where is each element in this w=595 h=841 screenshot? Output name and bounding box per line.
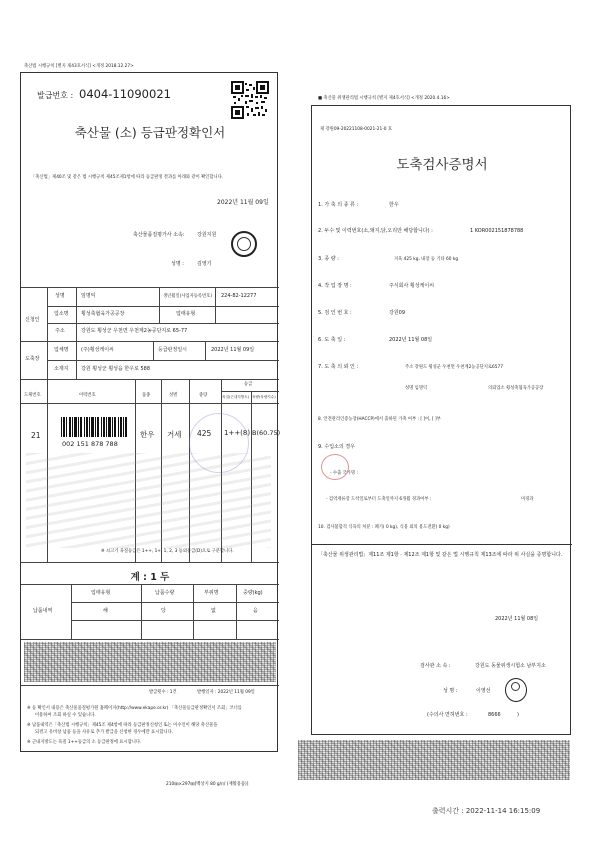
row-trace-no: 002 151 878 788	[62, 440, 118, 448]
row-carcass-no: 21	[31, 431, 41, 440]
sale-none-4: 음	[253, 608, 258, 614]
statement: 「축산물 위생관리법」제11조 제1항 · 제12조 제1항 및 같은 법 시행규칙 제13조에 따라 위 사실을 증명합니다.	[318, 552, 563, 558]
sale-none-3: 없	[211, 608, 216, 614]
sale-none-2: 당	[161, 608, 166, 614]
item-9-quarantine: - 검역계류장 도착일로부터 도축일까지 6개월 경과여부 :	[326, 497, 432, 502]
issue-count: 발급횟수 : 1건	[149, 690, 177, 695]
item-6-label: 6. 도 축 일 :	[318, 337, 346, 343]
inspector-name: 이영선	[476, 688, 491, 694]
license-label: (수의사 면허번호 :	[427, 712, 468, 718]
col-grade: 등급	[244, 382, 253, 387]
item-4-label: 4. 작 업 장 명 :	[318, 283, 352, 289]
footnote-2: ※ 납품내역은「축산법 시행규칙」제45조 제4항에 따라 등급판정신청인 또는 이수인이 해당 축산물을	[27, 723, 218, 728]
office-value: 강원도 동물위생시험소 남부지소	[475, 663, 546, 669]
slaughter-date: 2022년 11월 09일	[211, 347, 255, 353]
sale-col-part: 부위명	[204, 590, 219, 596]
issue-no: 0404-11090021	[79, 87, 171, 101]
sale-col-qty: 납품수량	[155, 590, 175, 596]
item-3-label: 3. 종 량 :	[318, 256, 339, 262]
col-quality: 육질(근내지방도)	[222, 395, 250, 399]
footnote-1b: 이용하여 조회 하실 수 있습니다.	[35, 713, 96, 718]
inspection-certificate	[311, 105, 571, 735]
item-3-value: 지육 425 kg, 내장 등 기타 60 kg	[394, 257, 459, 262]
slaughter-label: 도축장	[25, 356, 40, 362]
item-5-label: 5. 검 인 번 호 :	[318, 310, 352, 316]
grade-certificate	[20, 72, 281, 752]
sale-col-type: 업태유형	[91, 590, 111, 596]
item-2-value: 1 KOR002151878788	[470, 228, 524, 234]
item-7-name: 성명 임명익	[405, 386, 428, 391]
slaughter-addr: 강원 횡성군 횡성읍 한우로 588	[81, 366, 151, 372]
item-9: 9. 수입소의 경우	[318, 444, 355, 450]
item-1-label: 1. 가 축 의 종 류 :	[318, 202, 359, 208]
footnote-3: ※ 근내지방도는 육질 1++등급의 소 등급판정에 표시합니다.	[27, 740, 142, 745]
slaughter-date-label: 등급판정일시	[158, 347, 187, 353]
print-time: 출력시간 : 2022-11-14 16:15:09	[432, 807, 541, 815]
left-form-ref: 축산법 시행규칙 [별지 제43호서식] <개정 2018.12.27>	[24, 64, 134, 69]
applicant-name-label: 성명	[55, 293, 65, 299]
slaughter-company: (주)횡성케이씨	[81, 347, 114, 353]
applicant-birth: 224-82-12277	[221, 293, 257, 299]
item-7-label: 7. 도 축 의 뢰 인 :	[318, 364, 359, 370]
footnote-2b: 되결고 유비창 납품 등을 사유로 추가 발급을 신청한 경우에만 표시합니다.	[35, 730, 174, 735]
item-9-country: - 수출 국가명 :	[330, 471, 358, 476]
security-seal-icon	[189, 413, 249, 473]
right-date: 2022년 11월 08일	[495, 616, 539, 622]
item-5-value: 강원09	[389, 310, 406, 316]
item-8: 8. 안전관리인증농장(HACCP)에서 출하된 가축 여부 : [ ]여, [ ]부	[318, 417, 441, 422]
doc-number: 제 강원09-20221108-0021-21-0 호	[320, 127, 393, 132]
grader-org: 강원지원	[197, 232, 217, 238]
item-10: 10. 검사불합격 식육의 처분 : 폐기( 0 kg), 식용 외의 용도전환( 0 kg)	[318, 525, 450, 530]
item-9-quarantine-value: 미경과	[521, 497, 534, 502]
sale-label: 납품내역	[33, 608, 53, 614]
grade-note: ※ 쇠고기 육질등급은 1++, 1+, 1, 2, 3 등외등급(D)으로 구분합니다.	[101, 549, 234, 554]
sale-none-1: 해	[103, 608, 108, 614]
grader-name: 김영기	[197, 261, 212, 267]
applicant-label: 신청인	[25, 317, 40, 323]
grader-name-label: 성명 :	[171, 261, 184, 267]
item-7-address: 주소 강원도 횡성군 우천면 우천계2농공단지로6577	[405, 365, 503, 370]
paper-spec: 210㎜×297㎜[백상지 80 g/㎡ (재활용품)]	[166, 782, 249, 787]
row-weight: 425	[197, 429, 212, 438]
total-count: 계 : 1 두	[130, 572, 170, 583]
red-stamp-icon	[321, 454, 349, 480]
grader-seal-icon	[231, 231, 257, 257]
qr-code-icon	[231, 81, 269, 119]
applicant-type-label: 업태유형	[176, 311, 196, 317]
issue-no-label: 발급번호 :	[37, 91, 74, 100]
grade-certificate-title: 축산물 (소) 등급판정확인서	[74, 125, 226, 140]
barcode-icon	[61, 417, 127, 437]
row-yield: B(60.75)	[252, 429, 281, 437]
applicant-company: 횡성축협육가공공장	[81, 311, 125, 317]
applicant-addr: 강원도 횡성군 우천면 우천계2농공단지로 65-77	[81, 328, 188, 334]
applicant-name: 임명익	[81, 293, 96, 299]
row-breed: 한우	[140, 430, 155, 439]
intro-text: 「축산법」제40조 및 같은 법 시행규칙 제45조제1항에 따라 등급판정 결과를 아래와 같이 확인합니다.	[31, 175, 224, 180]
slaughter-addr-label: 소재지	[54, 366, 69, 372]
sale-col-weight: 중량(kg)	[243, 590, 263, 596]
row-sex: 거세	[167, 430, 182, 439]
item-6-value: 2022년 11월 08일	[389, 337, 433, 343]
license-end: )	[517, 712, 519, 718]
right-security-pattern	[298, 740, 570, 780]
license-no: 8666	[488, 712, 501, 718]
right-form-ref: ■ 축산물 위생관리법 시행규칙 [별지 제4호서식] <개정 2020.4.16>	[318, 96, 450, 101]
grader-org-label: 축산물품질평가사 소속:	[133, 232, 185, 238]
inspector-name-label: 성 명 :	[443, 688, 458, 694]
left-date: 2022년 11월 09일	[217, 199, 269, 206]
row-quality: 1++(8)	[224, 429, 251, 437]
item-1-value: 한우	[389, 202, 399, 208]
item-2-label: 2. 두수 및 이력번호(소,돼지,닭,오리만 해당합니다) :	[318, 228, 433, 234]
applicant-birth-label: 생년월일(사업자등록번호)	[163, 294, 213, 299]
inspection-title: 도축검사증명서	[396, 157, 488, 173]
security-pattern	[24, 642, 276, 682]
col-trace-no: 이력번호	[79, 393, 96, 398]
applicant-addr-label: 주소	[55, 328, 65, 334]
office-label: 검사관 소 속 :	[420, 663, 451, 669]
col-carcass-no: 도체번호	[24, 393, 41, 398]
item-4-value: 주식회사 횡성케이씨	[389, 283, 435, 289]
footnote-1: ※ 등 확인서 내용은 축산물품질평가원 홈페이지(http://www.ekape.or.kr) 「축산물등급판정확인서 조회」코너를	[27, 706, 242, 711]
col-sex: 성별	[169, 393, 178, 398]
inspector-seal-icon	[505, 678, 527, 702]
item-7-company: 의뢰업소 횡성축협육가공공장	[488, 386, 544, 391]
col-breed: 품종	[142, 393, 151, 398]
slaughter-company-label: 업체명	[54, 347, 69, 353]
issue-date: 발행일자 : 2022년 11월 09일	[197, 690, 255, 695]
col-yield: 육량(육량지수)	[252, 395, 276, 399]
applicant-company-label: 업소명	[54, 311, 69, 317]
col-weight: 중량	[199, 393, 208, 398]
